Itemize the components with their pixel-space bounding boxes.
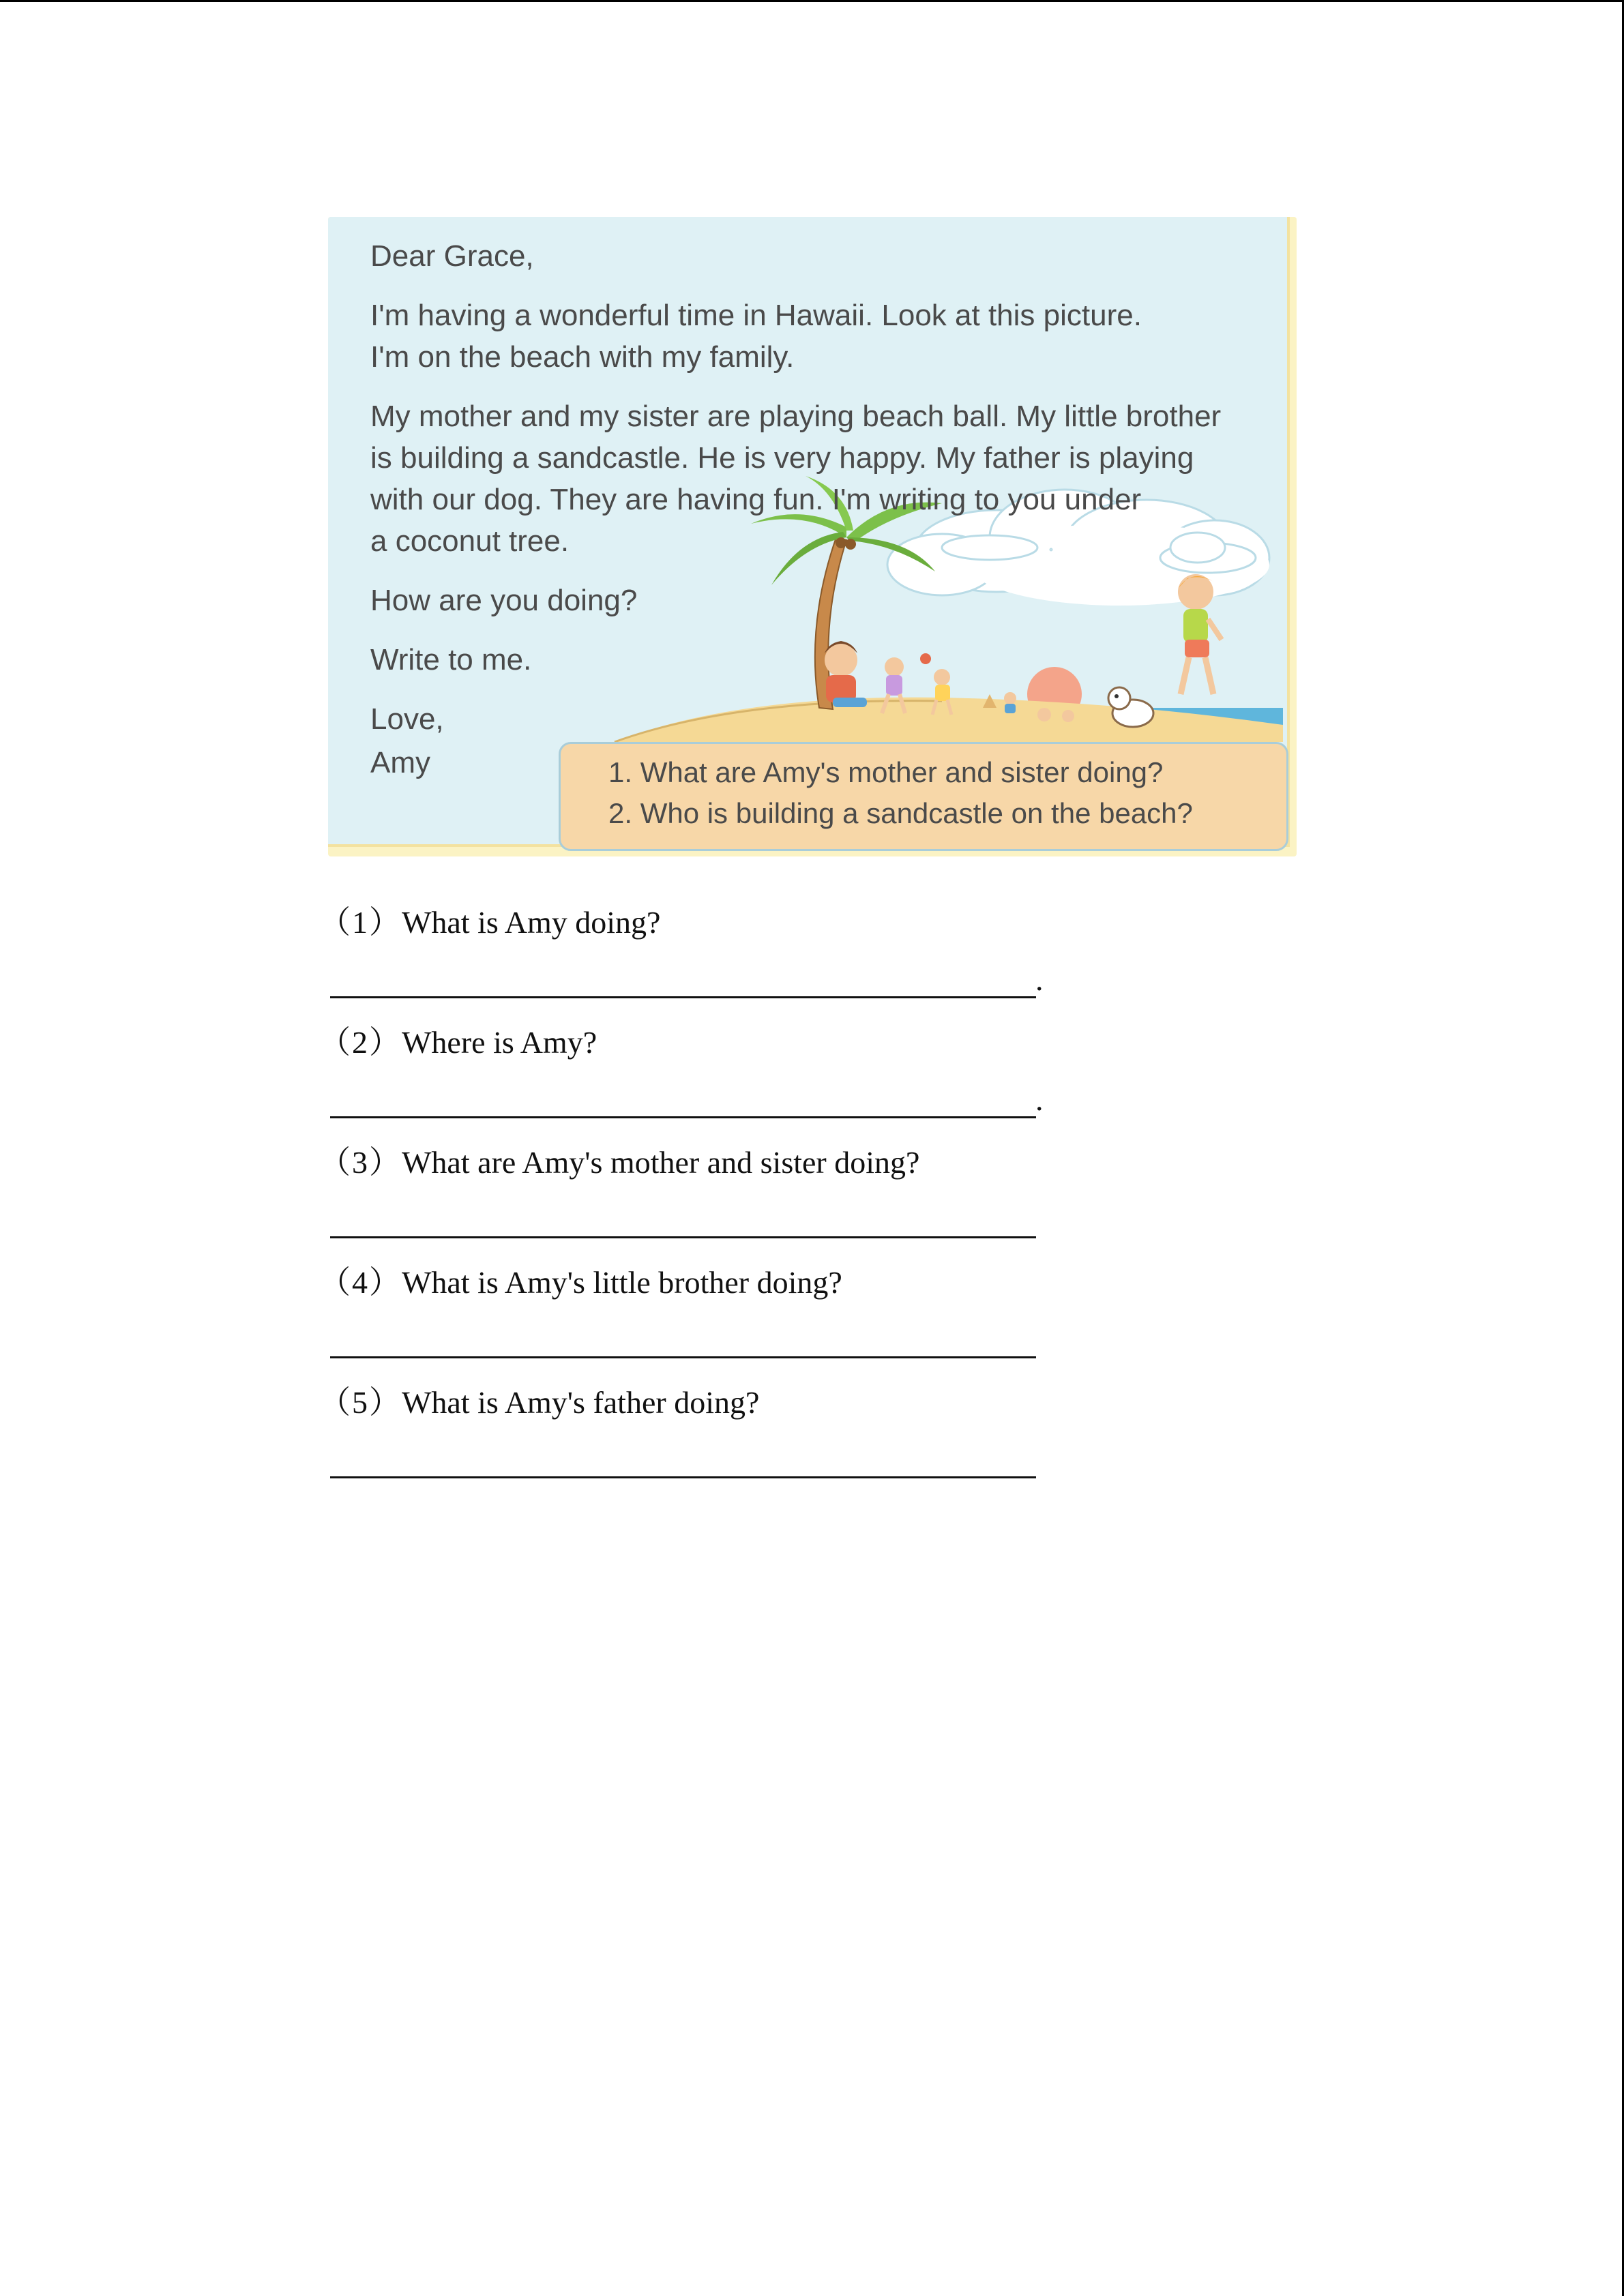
picture-question-box [559,742,1288,851]
question-4 [319,1257,842,1302]
question-number: （2） [319,1025,402,1060]
question-text: What is Amy doing? [402,905,661,940]
question-1 [319,897,660,942]
letter-card [328,217,1297,856]
letter-greeting: Dear Grace, [370,239,534,273]
question-text: What is Amy's father doing? [402,1385,760,1420]
letter-line: I'm on the beach with my family. [370,340,795,374]
answer-period: . [1035,1082,1044,1117]
question-number: （4） [319,1265,402,1300]
letter-line: a coconut tree. [370,524,570,558]
dog-figure [1108,687,1153,727]
answer-line-5[interactable] [330,1476,1036,1478]
picture-question: 2. Who is building a sandcastle on the beach? [608,797,1193,829]
question-number: （1） [319,905,402,940]
letter-line: My mother and my sister are playing beach ball. My little brother [370,400,1222,433]
question-text: What is Amy's little brother doing? [402,1265,842,1300]
answer-period: . [1035,962,1044,997]
letter-line: with our dog. They are having fun. I'm writing to you under [370,483,1142,516]
letter-closing: Love, [370,702,444,736]
answer-line-1[interactable] [330,996,1036,998]
answer-line-2[interactable] [330,1116,1036,1118]
question-text: What are Amy's mother and sister doing? [402,1145,920,1180]
girl-writing-figure [825,641,867,707]
question-number: （3） [319,1145,402,1180]
picture-question: 1. What are Amy's mother and sister doing? [608,756,1164,788]
letter-signature: Amy [370,746,430,779]
answer-line-3[interactable] [330,1236,1036,1238]
letter-write-line: Write to me. [370,643,532,676]
letter-line: I'm having a wonderful time in Hawaii. Look at this picture. [370,299,1142,332]
question-2 [319,1017,597,1062]
letter-line: is building a sandcastle. He is very happy. My father is playing [370,441,1194,475]
letter-how-line: How are you doing? [370,584,638,617]
question-3 [319,1137,919,1182]
question-5 [319,1377,759,1422]
question-text: Where is Amy? [402,1025,597,1060]
answer-line-4[interactable] [330,1356,1036,1358]
letter-paragraph-1 [370,295,1142,378]
letter-paragraph-2 [370,396,1221,562]
question-number: （5） [319,1385,402,1420]
page-border-top [0,0,1624,2]
